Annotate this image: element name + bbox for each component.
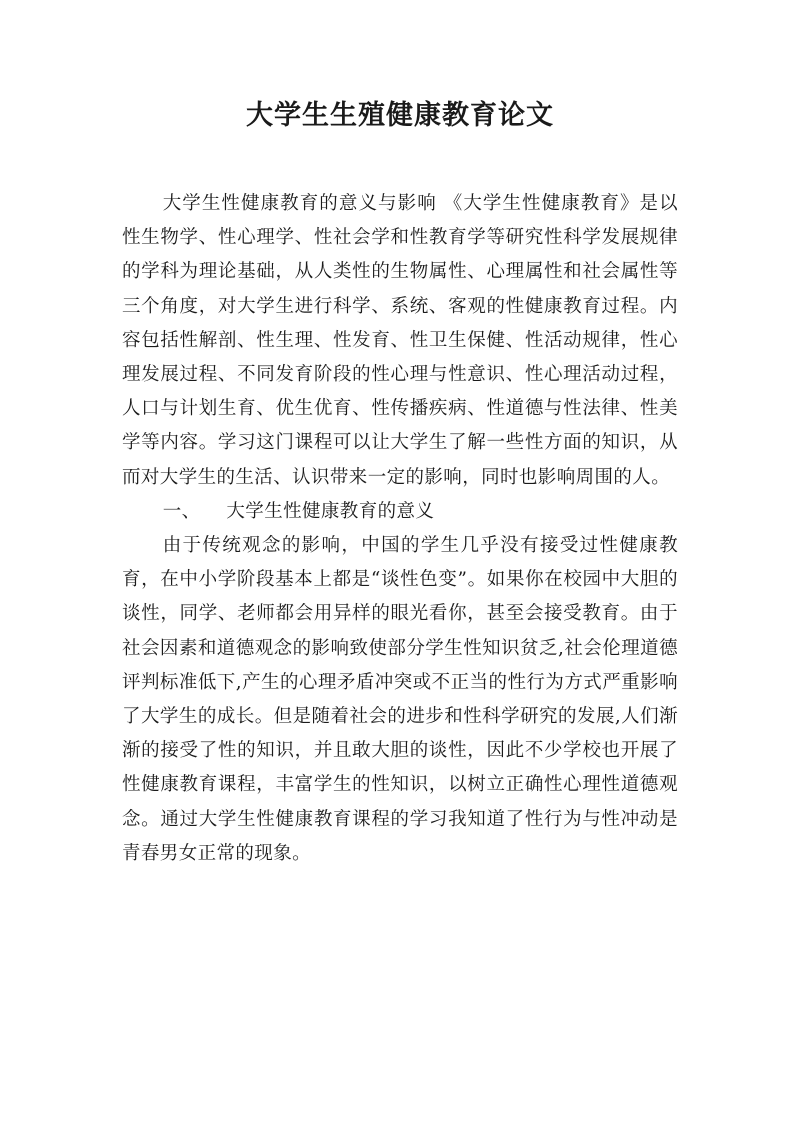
section-heading <box>122 495 678 529</box>
document-title: 大学生生殖健康教育论文 <box>246 100 554 131</box>
section-heading-text: 大学生性健康教育的意义 <box>226 500 435 522</box>
section-number: 一、 <box>162 500 201 522</box>
paragraph-intro: 大学生性健康教育的意义与影响 《大学生性健康教育》是以性生物学、性心理学、性社会学和性教育学等研究性科学发展规律的学科为理论基础，从人类性的生物属性、心理属性和社会属性等三个角度，对大学生进行科学、系统、客观的性健康教育过程。内容包括性解剖、性生理、性发育、性卫生保健、性活动规律，性心理发展过程、不同发育阶段的性心理与性意识、性心理活动过程，人口与计划生育、优生优育、性传播疾病、性道德与性法律、性美学等内容。学习这门课程可以让大学生了解一些性方面的知识，从而对大学生的生活、认识带来一定的影响，同时也影响周围的人。 <box>122 193 678 488</box>
paragraph-significance: 由于传统观念的影响，中国的学生几乎没有接受过性健康教育，在中小学阶段基本上都是“谈性色变”。如果你在校园中大胆的谈性，同学、老师都会用异样的眼光看你，甚至会接受教育。由于社会因素和道德观念的影响致使部分学生性知识贫乏,社会伦理道德评判标准低下,产生的心理矛盾冲突或不正当的性行为方式严重影响了大学生的成长。但是随着社会的进步和性科学研究的发展,人们渐渐的接受了性的知识，并且敢大胆的谈性，因此不少学校也开展了性健康教育课程，丰富学生的性知识，以树立正确性心理性道德观念。通过大学生性健康教育课程的学习我知道了性行为与性冲动是青春男女正常的现象。 <box>122 535 678 864</box>
document-body <box>122 187 678 871</box>
